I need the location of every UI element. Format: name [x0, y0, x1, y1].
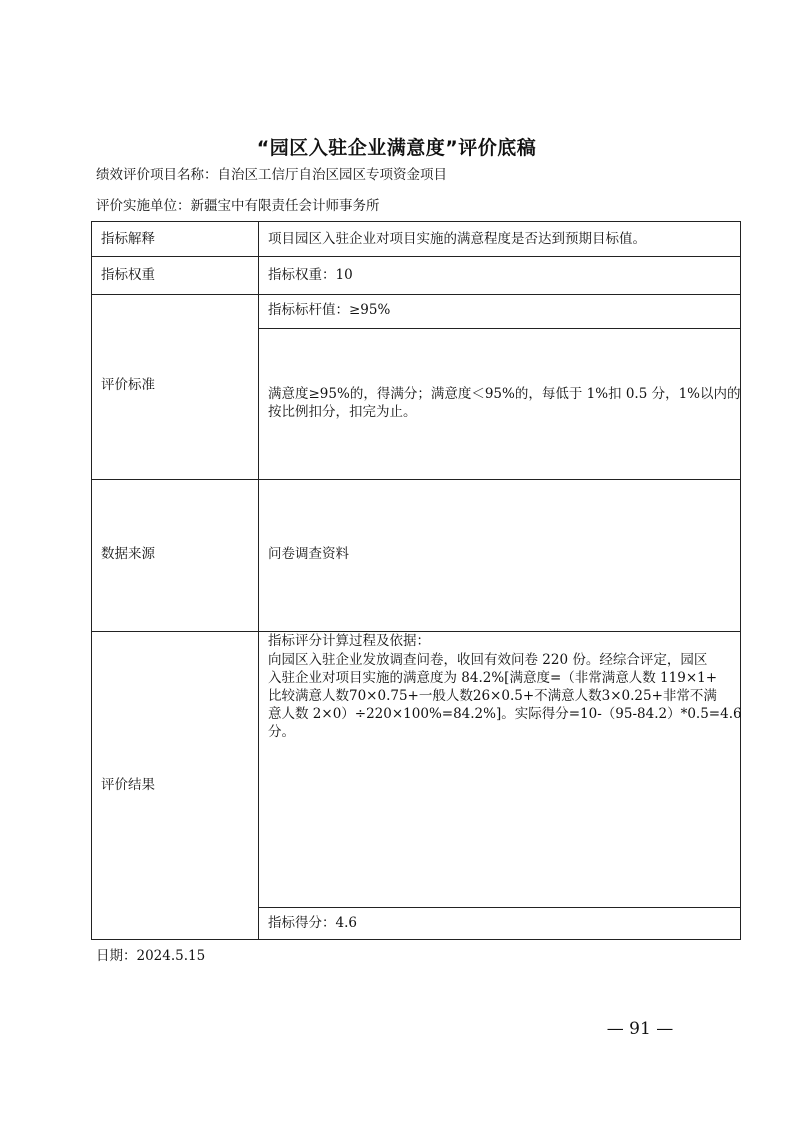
result-label: 评价结果 — [101, 777, 155, 793]
row-divider — [92, 479, 740, 480]
row-divider — [92, 631, 740, 632]
result-line-2: 入驻企业对项目实施的满意度为 84.2%[满意度=（非常满意人数 119×1+ — [268, 670, 718, 686]
evaluation-table — [91, 221, 741, 940]
explanation-content: 项目园区入驻企业对项目实施的满意程度是否达到预期目标值。 — [268, 231, 646, 247]
evaluator-unit: 评价实施单位：新疆宝中有限责任会计师事务所 — [96, 198, 380, 214]
project-name: 绩效评价项目名称：自治区工信厅自治区园区专项资金项目 — [96, 167, 447, 183]
page-number: — 91 — — [606, 1019, 674, 1039]
source-label: 数据来源 — [101, 546, 155, 562]
criteria-rule-line2: 按比例扣分，扣完为止。 — [268, 404, 417, 420]
result-score: 指标得分：4.6 — [268, 915, 357, 931]
document-date: 日期：2024.5.15 — [96, 948, 206, 964]
result-line-1: 向园区入驻企业发放调查问卷，收回有效问卷 220 份。经综合评定，园区 — [268, 652, 708, 668]
result-line-5: 分。 — [268, 724, 295, 740]
row-divider — [92, 294, 740, 295]
criteria-label: 评价标准 — [101, 377, 155, 393]
result-line-3: 比较满意人数70×0.75+一般人数26×0.5+不满意人数3×0.25+非常不满 — [268, 688, 717, 704]
result-heading: 指标评分计算过程及依据： — [268, 633, 430, 649]
document-title: “园区入驻企业满意度”评价底稿 — [256, 137, 537, 159]
weight-label: 指标权重 — [101, 267, 155, 283]
sub-row-divider — [258, 328, 740, 329]
sub-row-divider — [258, 907, 740, 908]
row-divider — [92, 256, 740, 257]
criteria-rule-line1: 满意度≥95%的，得满分；满意度＜95%的，每低于 1%扣 0.5 分，1%以内的 — [268, 386, 741, 402]
result-line-4: 意人数 2×0）÷220×100%=84.2%]。实际得分=10-（95-84.2）*0.5=4.6 — [268, 706, 742, 722]
criteria-benchmark: 指标标杆值：≥95% — [268, 302, 391, 318]
column-divider — [258, 222, 259, 939]
explanation-label: 指标解释 — [101, 231, 155, 247]
source-content: 问卷调查资料 — [268, 546, 349, 562]
weight-content: 指标权重：10 — [268, 267, 353, 283]
